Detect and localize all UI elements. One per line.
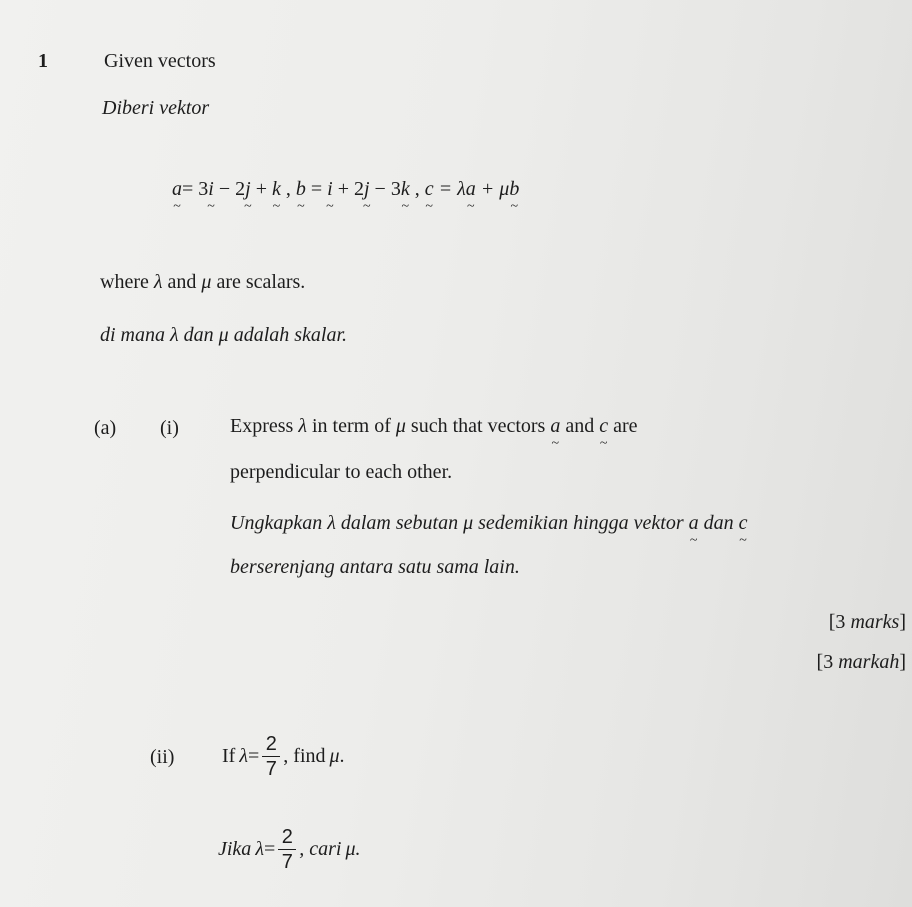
marks-en-word: marks	[850, 611, 900, 633]
part-a-i-en-text-3: such that vectors	[405, 415, 551, 437]
scalars-ms-text-3: adalah skalar.	[228, 324, 348, 346]
vector-b-coef-3: − 3	[369, 178, 401, 200]
vector-equations	[172, 178, 519, 201]
vector-c-coef-2: + μ	[475, 178, 510, 200]
part-a-i-ms-text-1: Ungkapkan	[230, 512, 328, 534]
unit-vector-j: j ~	[245, 178, 251, 201]
scalars-english	[100, 271, 305, 294]
unit-vector-j: j ~	[364, 178, 370, 201]
fraction-two-sevenths	[262, 734, 280, 779]
mu-symbol: μ	[218, 324, 229, 346]
vector-a-coef-3: +	[250, 178, 272, 200]
part-a-label: (a)	[94, 417, 117, 439]
fraction-denominator: 7	[265, 757, 277, 780]
mu-symbol: μ	[329, 744, 340, 767]
part-a-i-english-line-2: perpendicular to each other.	[230, 461, 453, 483]
mu-symbol: μ	[395, 415, 406, 437]
scalars-ms-text-2: dan	[178, 324, 219, 346]
part-a-ii-english	[222, 728, 345, 784]
unit-vector-i: i ~	[327, 178, 333, 201]
part-a-i-label: (i)	[160, 417, 179, 439]
part-a-ii-ms-period: .	[355, 837, 361, 860]
vector-c-symbol: c ~	[739, 512, 748, 535]
lambda-symbol: λ	[239, 744, 248, 767]
marks-en-close: ]	[899, 611, 906, 633]
marks-malay	[817, 651, 906, 674]
lambda-symbol: λ	[170, 324, 179, 346]
equals-sign: =	[263, 837, 276, 860]
part-a-i-en-text-2: in term of	[307, 415, 396, 437]
vector-c-a-term: a ~	[466, 178, 476, 201]
unit-vector-i: i ~	[208, 178, 214, 201]
vector-b-coef-1: =	[305, 178, 328, 200]
marks-ms-close: ]	[899, 651, 906, 673]
marks-ms-open: [3	[816, 651, 839, 673]
part-a-i-ms-text-3: sedemikian hingga vektor	[473, 512, 689, 534]
scalars-en-text-1: where	[100, 271, 154, 293]
separator-1: ,	[280, 178, 296, 200]
part-a-i-en-text-1: Express	[230, 415, 299, 437]
lambda-symbol: λ	[255, 837, 264, 860]
fraction-two-sevenths	[278, 827, 296, 872]
vector-b-symbol: b ~	[296, 178, 306, 201]
fraction-numerator: 2	[281, 825, 293, 848]
vector-a-symbol: a ~	[550, 415, 560, 438]
part-a-i-malay-line-2: berserenjang antara satu sama lain.	[230, 556, 520, 578]
part-a-i-english-line-1	[230, 415, 638, 438]
unit-vector-k: k ~	[272, 178, 281, 201]
vector-a-symbol: a ~	[172, 178, 182, 201]
question-number: 1	[38, 50, 48, 72]
fraction-denominator: 7	[281, 850, 293, 873]
part-a-ii-en-text-2: , find	[283, 744, 326, 767]
lambda-symbol: λ	[153, 271, 163, 293]
mu-symbol: μ	[201, 271, 212, 293]
part-a-ii-label: (ii)	[150, 746, 175, 768]
part-a-i-en-text-4: and	[560, 415, 600, 437]
part-a-i-ms-text-2: dalam sebutan	[335, 512, 464, 534]
vector-a-coef-2: − 2	[213, 178, 246, 200]
fraction-numerator: 2	[265, 732, 277, 755]
part-a-ii-en-text-1: If	[222, 744, 236, 767]
part-a-ii-ms-text-2: , cari	[299, 837, 342, 860]
part-a-ii-en-period: .	[339, 744, 345, 767]
intro-english: Given vectors	[104, 50, 216, 72]
marks-ms-word: markah	[838, 651, 900, 673]
part-a-ii-malay	[218, 820, 361, 878]
scalars-en-text-3: are scalars.	[211, 271, 306, 293]
lambda-symbol: λ	[298, 415, 307, 437]
vector-a-coef-1: = 3	[182, 178, 209, 200]
part-a-ii-ms-text-1: Jika	[218, 837, 252, 860]
vector-a-symbol: a ~	[689, 512, 699, 535]
vector-b-coef-2: + 2	[332, 178, 364, 200]
vector-c-b-term: b ~	[509, 178, 519, 201]
unit-vector-k: k ~	[401, 178, 410, 201]
scalars-malay	[100, 324, 347, 347]
vector-c-symbol: c ~	[599, 415, 608, 438]
mu-symbol: μ	[463, 512, 474, 534]
part-a-i-en-text-5: are	[608, 415, 638, 437]
part-a-i-malay-line-1	[230, 512, 748, 535]
separator-2: ,	[409, 178, 425, 200]
equals-sign: =	[248, 744, 260, 767]
vector-c-coef-1: = λ	[433, 178, 466, 200]
marks-en-open: [3	[828, 611, 851, 633]
lambda-symbol: λ	[327, 512, 336, 534]
scalars-ms-text-1: di mana	[100, 324, 170, 346]
mu-symbol: μ	[345, 837, 356, 860]
part-a-i-ms-text-4: dan	[698, 512, 739, 534]
scalars-en-text-2: and	[162, 271, 202, 293]
vector-c-symbol: c ~	[425, 178, 434, 201]
intro-malay: Diberi vektor	[102, 97, 210, 119]
marks-english	[829, 611, 906, 634]
